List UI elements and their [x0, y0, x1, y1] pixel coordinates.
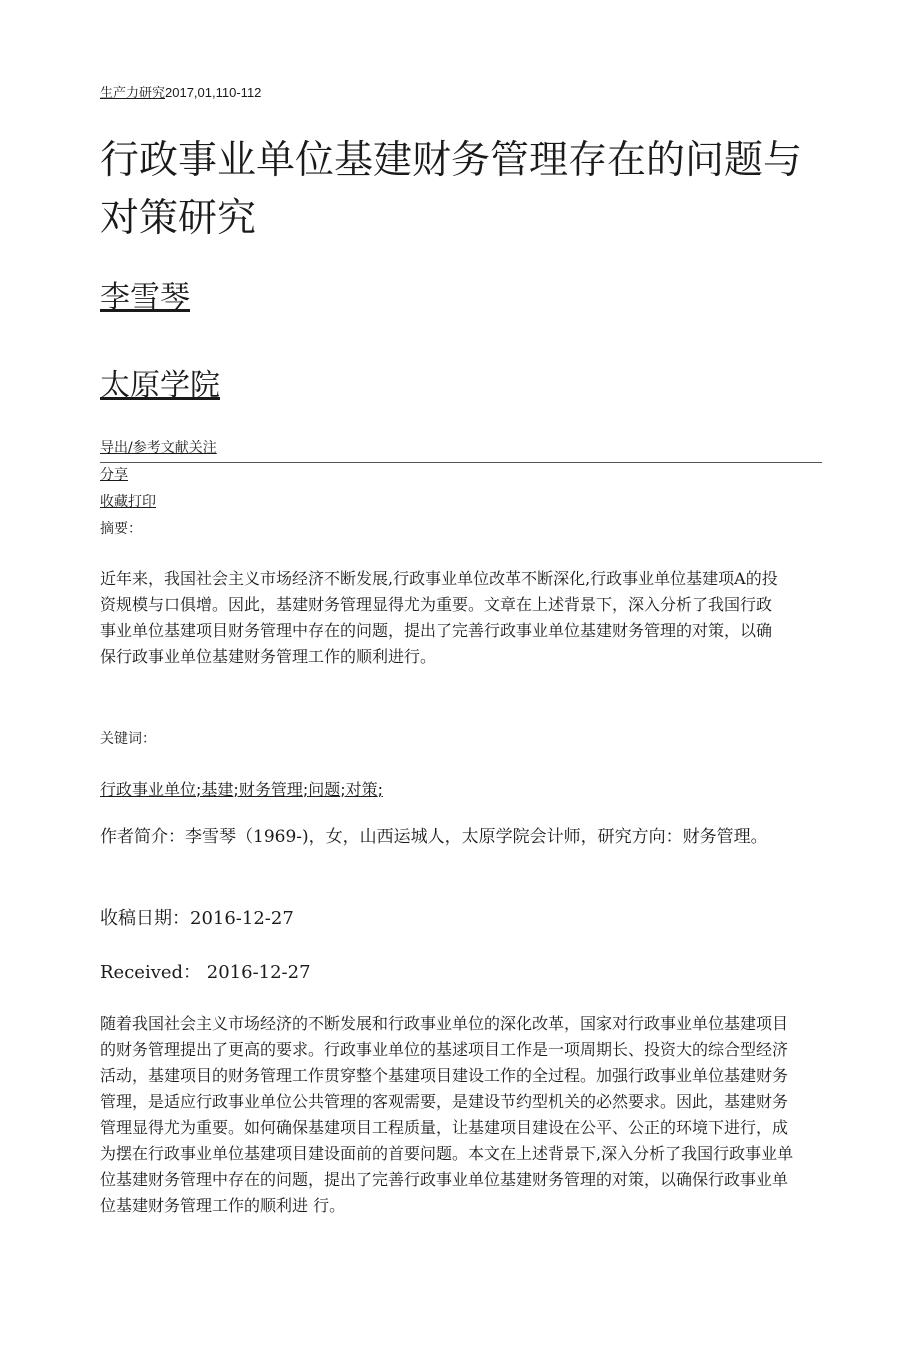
action-row-share	[100, 464, 128, 484]
follow-button[interactable]: 关注	[188, 440, 217, 456]
received-date-cn: 收稿日期：2016-12-27	[100, 908, 294, 929]
author-bio: 作者简介：李雪琴（1969-)，女，山西运城人，太原学院会计师，研究方向：财务管理。	[100, 827, 768, 847]
export-reference-button[interactable]: 导出/参考文献	[100, 440, 189, 456]
divider	[100, 462, 822, 463]
body-paragraph: 随着我国社会主义市场经济的不断发展和行政事业单位的深化改革，国家对行政事业单位基建项目的财务管理提出了更高的要求。行政事业单位的基逑项目工作是一项周期长、投资大的综合型经济活动，基建项目的财务管理工作贯穿整个基建项目建设工作的全过程。加强行政事业单位基建财务管理，是适应行政事业单位公共管理的客观需要，是建设节约型机关的必然要求。因此，基建财务管理显得尤为重要。如何确保基建项目工程质量，让基建项目建设在公平、公正的环境下进行，成为摆在行政事业单位基建项目建设面前的首要问题。本文在上述背景下,深入分析了我国行政事业单位基建财务管理中存在的问题，提出了完善行政事业单位基建财务管理的对策，以确保行政事业单位基建财务管理工作的顺利进 行。	[100, 1014, 794, 1215]
keyword-link[interactable]: 对策	[345, 780, 378, 799]
abstract-label: 摘要：	[100, 521, 142, 537]
keyword-link[interactable]: 问题	[308, 780, 341, 799]
keyword-link[interactable]: 基建	[201, 780, 234, 799]
keywords-label: 关键词：	[100, 731, 156, 747]
abstract-text: 近年来，我国社会主义市场经济不断发展,行政事业单位改革不断深化,行政事业单位基建项A的投资规模与口俱增。因此，基建财务管理显得尤为重要。文章在上述背景下，深入分析了我国行政事业单位基建项目财务管理中存在的问题，提出了完善行政事业单位基建财务管理的对策，以确保行政事业单位基建财务管理工作的顺利进行。	[100, 569, 778, 666]
journal-link[interactable]: 生产力研究	[100, 85, 166, 100]
institution-link[interactable]: 太原学院	[100, 368, 220, 403]
author-link[interactable]: 李雪琴	[100, 280, 190, 315]
keyword-link[interactable]: 行政事业单位	[100, 780, 197, 799]
share-button[interactable]: 分享	[100, 467, 128, 483]
journal-citation	[100, 82, 261, 101]
keywords-list: 行政事业单位;基建;财务管理;问题;对策;	[100, 780, 384, 799]
received-date-en: Received： 2016-12-27	[100, 962, 311, 983]
keyword-link[interactable]: 财务管理	[238, 780, 303, 799]
action-row-export	[100, 437, 217, 457]
action-row-collect	[100, 491, 156, 511]
collect-button[interactable]: 收藏	[100, 494, 128, 510]
journal-issue: 2017,01,110-112	[165, 85, 262, 100]
print-button[interactable]: 打印	[128, 494, 156, 510]
article-title: 行政事业单位基建财务管理存在的问题与对策研究	[100, 138, 803, 241]
